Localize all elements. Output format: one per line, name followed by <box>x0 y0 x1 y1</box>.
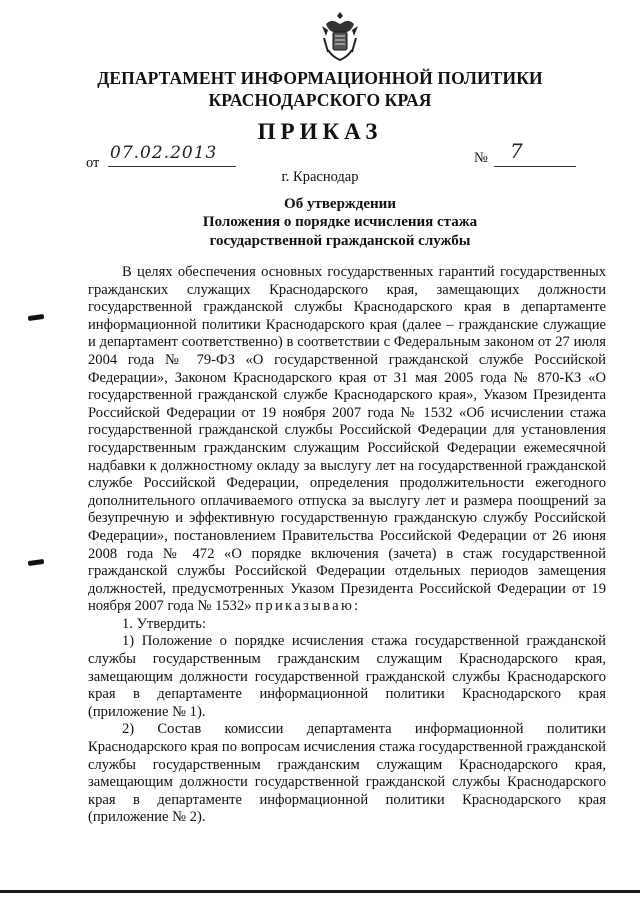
preamble-paragraph <box>88 264 606 616</box>
document-type-title: ПРИКАЗ <box>257 119 383 144</box>
item1-2-paragraph: 2) Состав комиссии департамента информационной политики Краснодарского края по вопросам исчисления стажа государственной гражданской службы государственным гражданским служащим Краснодарского края, замещающим должности государственной гражданской службы Краснодарского края в департаменте информационной политики Краснодарского края (приложение № 2). <box>88 721 606 826</box>
organization-name-line2: КРАСНОДАРСКОГО КРАЯ <box>208 90 432 110</box>
item1-1-paragraph: 1) Положение о порядке исчисления стажа государственной гражданской службы государственным гражданским служащим Краснодарского края, замещающим должности государственной гражданской службы Краснодарского края в департаменте информационной политики Краснодарского края (приложение № 1). <box>88 633 606 720</box>
scan-bottom-edge <box>0 890 640 893</box>
subject-line3: государственной гражданской службы <box>209 233 471 249</box>
organization-name-line1: ДЕПАРТАМЕНТ ИНФОРМАЦИОННОЙ ПОЛИТИКИ <box>97 68 543 88</box>
document-body <box>88 264 606 827</box>
order-number-handwritten: 7 <box>510 139 523 163</box>
scan-hole-mark <box>28 314 45 321</box>
coat-of-arms-icon <box>318 10 362 64</box>
date-prefix: от <box>86 155 100 171</box>
item1-paragraph: 1. Утвердить: <box>122 615 207 632</box>
subject-line1: Об утверждении <box>284 196 396 212</box>
city-line: г. Краснодар <box>281 169 359 185</box>
scan-hole-mark <box>28 559 45 566</box>
date-handwritten: 07.02.2013 <box>110 143 218 163</box>
number-underline <box>494 166 576 167</box>
number-prefix: № <box>474 150 488 166</box>
subject-line2: Положения о порядке исчисления стажа <box>202 214 478 230</box>
date-underline <box>108 166 236 167</box>
preamble-text: В целях обеспечения основных государственных гарантий государственных гражданских служащих Краснодарского края, замещающих должности государственной гражданской службы Краснодарского края в департаменте информационной политики Краснодарского края (далее – гражданские служащие и департамент соответственно) в соответствии с Федеральным законом от 27 июля 2004 года № 79-ФЗ «О государственной гражданской службе Российской Федерации», Законом Краснодарского края от 31 мая 2005 года № 870-КЗ «О государственной гражданской службе Краснодарского края», Указом Президента Российской Федерации от 19 ноября 2007 года № 1532 «Об исчислении стажа государственной гражданской службы Российской Федерации для установления государственным гражданским служащим Российской Федерации ежемесячной надбавки к должностному окладу за выслугу лет на государственной гражданской службе Российской Федерации, определения продолжительности ежегодного дополнительного оплачиваемого отпуска за выслугу лет и размера поощрений за безупречную и эффективную государственную гражданскую службу Российской Федерации», постановлением Правительства Российской Федерации от 26 июня 2008 года № 472 «О порядке включения (зачета) в стаж государственной гражданской службы Российской Федерации отдельных периодов замещения должностей, предусмотренных Указом Президента Российской Федерации от 19 ноября 2007 года № 1532» <box>88 264 606 615</box>
order-word: приказываю: <box>255 598 361 615</box>
